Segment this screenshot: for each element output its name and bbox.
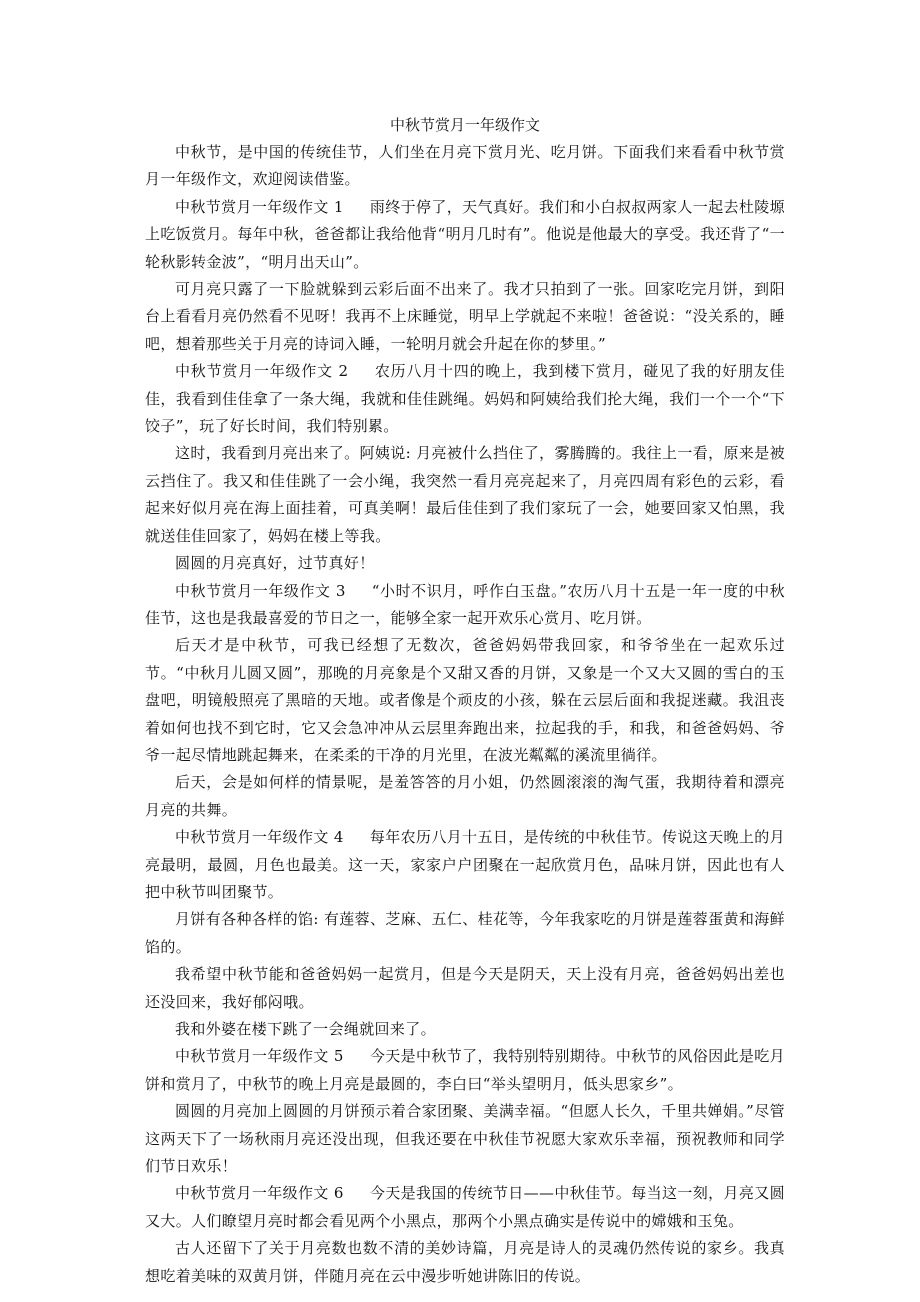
paragraph	[145, 578, 785, 633]
essay-heading: 中秋节赏月一年级作文 1	[175, 197, 344, 216]
paragraph	[145, 1235, 785, 1290]
paragraph	[145, 550, 785, 577]
paragraph-text: 可月亮只露了一下脸就躲到云彩后面不出来了。我才只拍到了一张。回家吃完月饼，到阳台上看看月亮仍然看不见呀！我再不上床睡觉，明早上学就起不来啦！爸爸说：“没关系的，睡吧，想着那些关于月亮的诗词入睡，一轮明月就会升起在你的梦里。”	[145, 280, 785, 353]
essay-heading: 中秋节赏月一年级作文 3	[175, 581, 346, 600]
paragraph-text: 雨终于停了，天气真好。我们和小白叔叔两家人一起去杜陵塬上吃饭赏月。每年中秋，爸爸都让我给他背“明月几时有”。他说是他最大的享受。我还背了“一轮秋影转金波”，“明月出天山”。	[145, 197, 785, 271]
paragraph-text: 每年农历八月十五日，是传统的中秋佳节。传说这天晚上的月亮最明，最圆，月色也最美。这一天，家家户户团聚在一起欣赏月色，品味月饼，因此也有人把中秋节叫团聚节。	[145, 828, 785, 901]
paragraph-text: 这时，我看到月亮出来了。阿姨说: 月亮被什么挡住了，雾腾腾的。我往上一看，原来是被云挡住了。我又和佳佳跳了一会小绳，我突然一看月亮亮起来了，月亮四周有彩色的云彩，看起来好似月亮在海上面挂着，可真美啊！最后佳佳到了我们家玩了一会，她要回家又怕黑，我就送佳佳回家了，妈妈在楼上等我。	[145, 444, 785, 545]
paragraph	[145, 961, 785, 1016]
paragraph	[145, 1098, 785, 1180]
paragraph	[145, 906, 785, 961]
paragraph-list	[145, 139, 785, 1290]
paragraph	[145, 358, 785, 440]
paragraph-text: 今天是我国的传统节日——中秋佳节。每当这一刻，月亮又圆又大。人们瞭望月亮时都会看见两个小黑点，那两个小黑点确实是传说中的嫦娥和玉兔。	[145, 1184, 786, 1230]
paragraph-text: 农历八月十四的晚上，我到楼下赏月，碰见了我的好朋友佳佳，我看到佳佳拿了一条大绳，我就和佳佳跳绳。妈妈和阿姨给我们抡大绳，我们一个一个“下饺子”，玩了好长时间，我们特别累。	[145, 362, 785, 436]
paragraph-text: 圆圆的月亮真好，过节真好！	[175, 554, 375, 573]
essay-heading: 中秋节赏月一年级作文 6	[175, 1184, 344, 1203]
paragraph	[145, 824, 785, 906]
paragraph-text: “小时不识月，呼作白玉盘。”农历八月十五是一年一度的中秋佳节，这也是我最喜爱的节日之一，能够全家一起开欢乐心赏月、吃月饼。	[145, 581, 786, 627]
document-body	[145, 112, 785, 1290]
paragraph-text: 我希望中秋节能和爸爸妈妈一起赏月，但是今天是阴天，天上没有月亮，爸爸妈妈出差也还没回来，我好郁闷哦。	[145, 965, 785, 1011]
paragraph	[145, 139, 785, 194]
essay-heading: 中秋节赏月一年级作文 2	[175, 362, 349, 381]
paragraph	[145, 276, 785, 358]
paragraph-text: 我和外婆在楼下跳了一会绳就回来了。	[175, 1020, 436, 1038]
paragraph-text: 后天才是中秋节，可我已经想了无数次，爸爸妈妈带我回家，和爷爷坐在一起欢乐过节。“中秋月儿圆又圆”，那晚的月亮象是个又甜又香的月饼，又象是一个又大又圆的雪白的玉盘吧，明镜般照亮了黑暗的天地。或者像是个顽皮的小孩，躲在云层后面和我捉迷藏。我沮丧着如何也找不到它时，它又会急冲冲从云层里奔跑出来，拉起我的手，和我，和爸爸妈妈、爷爷一起尽情地跳起舞来，在柔柔的干净的月光里，在波光粼粼的溪流里徜徉。	[145, 636, 785, 764]
paragraph	[145, 1043, 785, 1098]
paragraph	[145, 194, 785, 276]
paragraph	[145, 1016, 785, 1043]
document-title: 中秋节赏月一年级作文	[389, 116, 540, 134]
essay-heading: 中秋节赏月一年级作文 5	[175, 1047, 344, 1066]
paragraph	[145, 440, 785, 550]
paragraph	[145, 1180, 785, 1235]
paragraph-text: 古人还留下了关于月亮数也数不清的美妙诗篇，月亮是诗人的灵魂仍然传说的家乡。我真想吃着美味的双黄月饼，伴随月亮在云中漫步听她讲陈旧的传说。	[145, 1239, 785, 1285]
paragraph	[145, 769, 785, 824]
paragraph-text: 后天，会是如何样的情景呢，是羞答答的月小姐，仍然圆滚滚的淘气蛋，我期待着和漂亮月亮的共舞。	[145, 773, 785, 819]
essay-heading: 中秋节赏月一年级作文 4	[175, 828, 344, 847]
paragraph	[145, 632, 785, 769]
paragraph-text: 月饼有各种各样的馅: 有莲蓉、芝麻、五仁、桂花等，今年我家吃的月饼是莲蓉蛋黄和海鲜馅的。	[145, 910, 785, 956]
paragraph-text: 圆圆的月亮加上圆圆的月饼预示着合家团聚、美满幸福。“但愿人长久，千里共婵娟。”尽管这两天下了一场秋雨月亮还没出现，但我还要在中秋佳节祝愿大家欢乐幸福，预祝教师和同学们节日欢乐！	[145, 1102, 785, 1176]
paragraph-text: 中秋节，是中国的传统佳节，人们坐在月亮下赏月光、吃月饼。下面我们来看看中秋节赏月一年级作文，欢迎阅读借鉴。	[145, 143, 785, 189]
paragraph-text: 今天是中秋节了，我特别特别期待。中秋节的风俗因此是吃月饼和赏月了，中秋节的晚上月亮是最圆的，李白曰“举头望明月，低头思家乡”。	[145, 1047, 785, 1093]
